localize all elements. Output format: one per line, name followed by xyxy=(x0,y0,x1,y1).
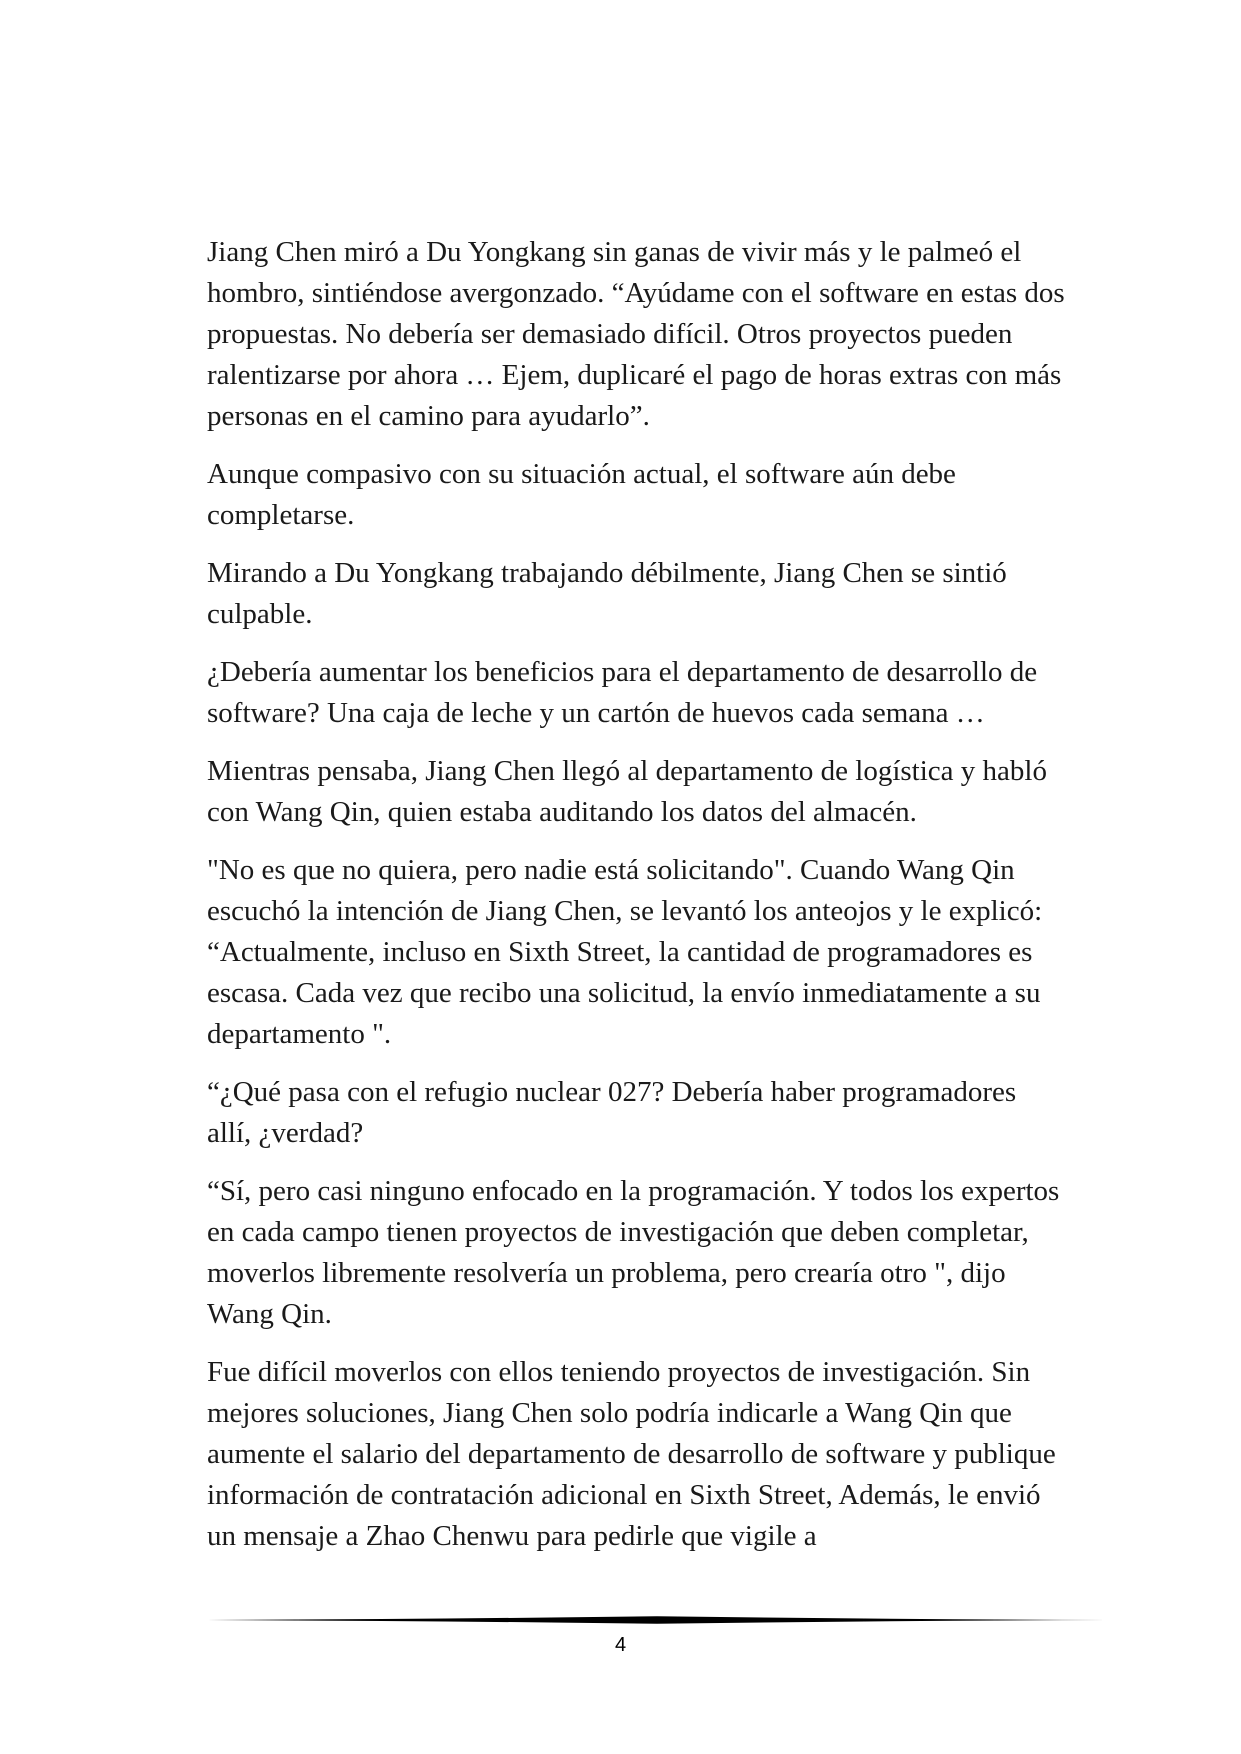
paragraph-4: ¿Debería aumentar los beneficios para el departamento de desarrollo de software? Una caja de leche y un cartón de huevos cada semana … xyxy=(207,656,1038,729)
paragraph-7: “¿Qué pasa con el refugio nuclear 027? Debería haber programadores allí, ¿verdad? xyxy=(207,1076,1017,1149)
page-number: 4 xyxy=(614,1634,627,1656)
paragraph-6: "No es que no quiera, pero nadie está solicitando". Cuando Wang Qin escuchó la intención de Jiang Chen, se levantó los anteojos y le explicó: “Actualmente, incluso en Sixth Street, la cantidad de programadores es escasa. Cada vez que recibo una solicitud, la envío inmediatamente a su departamento ". xyxy=(207,854,1043,1050)
paragraph-1: Jiang Chen miró a Du Yongkang sin ganas de vivir más y le palmeó el hombro, sintiéndose avergonzado. “Ayúdame con el software en estas dos propuestas. No debería ser demasiado difícil. Otros proyectos pueden ralentizarse por ahora … Ejem, duplicaré el pago de horas extras con más personas en el camino para ayudarlo”. xyxy=(207,236,1065,432)
paragraph-3: Mirando a Du Yongkang trabajando débilmente, Jiang Chen se sintió culpable. xyxy=(207,557,1007,630)
footer-divider xyxy=(207,1614,1107,1626)
paragraph-9: Fue difícil moverlos con ellos teniendo proyectos de investigación. Sin mejores soluciones, Jiang Chen solo podría indicarle a Wang Qin que aumente el salario del departamento de desarrollo de software y publique información de contratación adicional en Sixth Street, Además, le envió un mensaje a Zhao Chenwu para pedirle que vigile a xyxy=(207,1356,1056,1552)
paragraph-8: “Sí, pero casi ninguno enfocado en la programación. Y todos los expertos en cada campo tienen proyectos de investigación que deben completar, moverlos libremente resolvería un problema, pero crearía otro ", dijo Wang Qin. xyxy=(207,1175,1060,1330)
body-text xyxy=(207,232,1067,1574)
paragraph-5: Mientras pensaba, Jiang Chen llegó al departamento de logística y habló con Wang Qin, quien estaba auditando los datos del almacén. xyxy=(207,755,1047,828)
paragraph-2: Aunque compasivo con su situación actual, el software aún debe completarse. xyxy=(207,458,956,531)
